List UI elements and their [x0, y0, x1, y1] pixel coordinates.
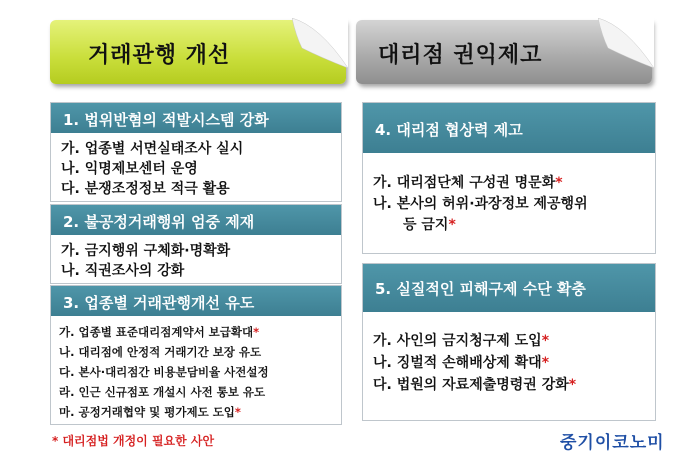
list-item: 나. 대리점에 안정적 거래기간 보장 유도	[59, 345, 262, 359]
list-item: 마. 공정거래협약 및 평가제도 도입*	[59, 405, 241, 419]
tab-title-right: 대리점 권익제고	[378, 43, 543, 68]
section-4-heading: 4. 대리점 협상력 제고	[363, 103, 655, 153]
section-2	[50, 204, 342, 284]
list-item: 나. 징벌적 손해배상제 확대*	[373, 355, 550, 371]
tab-dealer-rights	[356, 20, 652, 84]
section-3	[50, 285, 342, 425]
tab-trade-practice	[50, 20, 346, 84]
list-item: 나. 본사의 허위·과장정보 제공행위	[373, 196, 588, 212]
list-item: 가. 업종별 서면실태조사 실시	[61, 141, 244, 157]
list-item: 나. 직권조사의 강화	[61, 263, 185, 279]
section-3-heading: 3. 업종별 거래관행개선 유도	[51, 286, 341, 316]
tab-title-left: 거래관행 개선	[88, 43, 231, 68]
list-item: 가. 금지행위 구체화·명확화	[61, 243, 231, 259]
section-1-heading: 1. 법위반혐의 적발시스템 강화	[51, 103, 341, 133]
brand-logo: 중기이코노미	[560, 433, 665, 453]
list-item: 가. 업종별 표준대리점계약서 보급확대*	[59, 325, 260, 339]
list-item: 다. 법원의 자료제출명령권 강화*	[373, 377, 577, 393]
list-item: 가. 대리점단체 구성권 명문화*	[373, 175, 563, 191]
footnote: * 대리점법 개정이 필요한 사안	[52, 434, 215, 448]
list-item: 등 금지*	[403, 217, 456, 233]
list-item: 라. 인근 신규점포 개설시 사전 통보 유도	[59, 385, 266, 399]
list-item: 다. 본사·대리점간 비용분담비율 사전설정	[59, 365, 269, 379]
section-5	[362, 263, 656, 421]
section-4	[362, 102, 656, 254]
section-1	[50, 102, 342, 202]
section-2-heading: 2. 불공정거래행위 엄중 제재	[51, 205, 341, 235]
section-5-heading: 5. 실질적인 피해구제 수단 확충	[363, 264, 655, 312]
page-curl-icon	[292, 18, 348, 68]
list-item: 가. 사인의 금지청구제 도입*	[373, 333, 550, 349]
list-item: 다. 분쟁조정정보 적극 활용	[61, 181, 230, 197]
list-item: 나. 익명제보센터 운영	[61, 161, 198, 177]
page-curl-icon	[598, 18, 654, 68]
